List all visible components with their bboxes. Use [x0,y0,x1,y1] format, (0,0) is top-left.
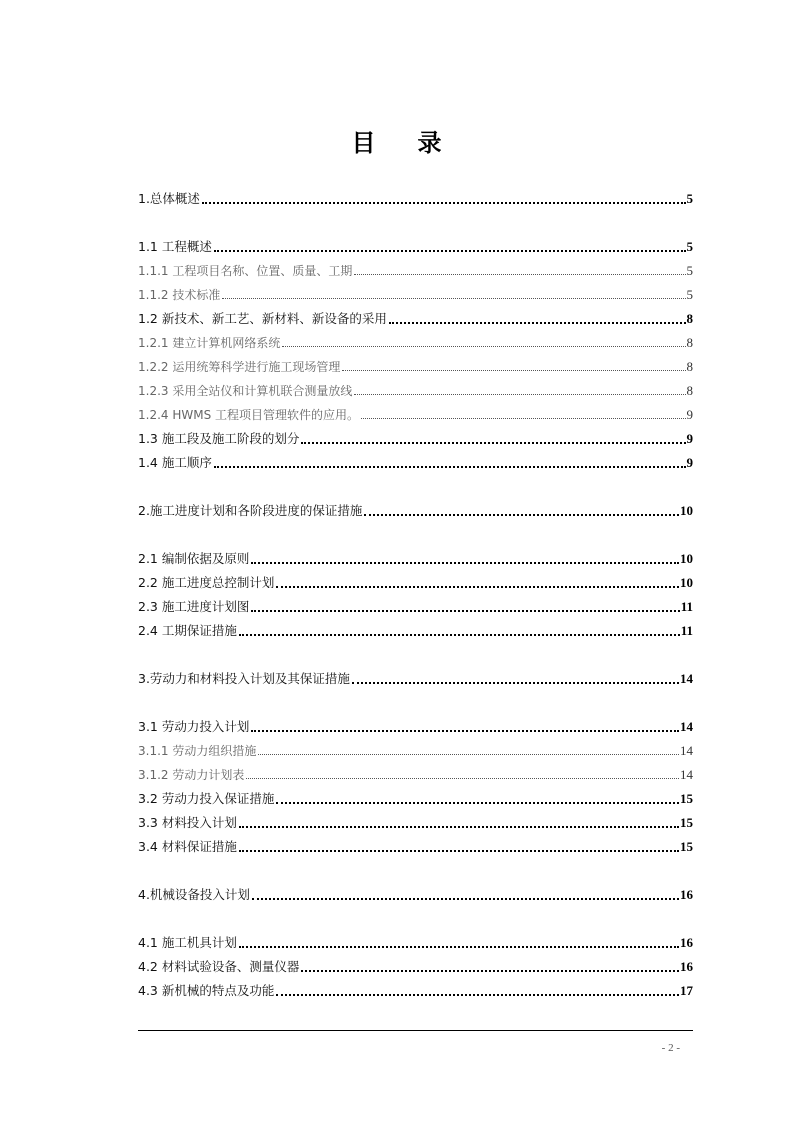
dot-leader [239,623,680,639]
toc-entry-page-number: 15 [680,839,693,854]
toc-entry-label: 2.2 施工进度总控制计划 [138,575,275,590]
toc-entry[interactable] [138,883,693,903]
toc-entry[interactable] [138,763,693,783]
dot-leader [251,599,679,615]
toc-entry[interactable] [138,259,693,279]
toc-entry[interactable] [138,811,693,831]
dot-leader [352,671,679,687]
toc-entry-page-number: 9 [686,407,693,422]
toc-entry-page-number: 10 [680,503,693,518]
toc-entry-page-number: 10 [680,575,693,590]
toc-entry-page-number: 5 [686,287,693,302]
dot-leader [258,743,679,759]
dot-leader [202,191,686,207]
toc-entry-page-number: 17 [680,983,693,998]
toc-entry-label: 3.3 材料投入计划 [138,815,237,830]
toc-entry-page-number: 9 [686,431,693,446]
toc-entry-page-number: 9 [686,455,693,470]
dot-leader [354,383,685,399]
toc-entry[interactable] [138,979,693,999]
toc-entry-label: 1.1.2 技术标准 [138,288,221,302]
dot-leader [252,887,679,903]
toc-entry[interactable] [138,667,693,687]
toc-entry-page-number: 5 [686,263,693,278]
toc-entry-label: 3.1.1 劳动力组织措施 [138,744,257,758]
toc-entry[interactable] [138,715,693,735]
toc-entry-label: 1.2.3 采用全站仪和计算机联合测量放线 [138,384,353,398]
toc-entry[interactable] [138,235,693,255]
footer-divider [138,1030,693,1031]
dot-leader [301,431,685,447]
dot-leader [246,767,679,783]
toc-entry[interactable] [138,955,693,975]
toc-entry-page-number: 14 [680,671,693,686]
toc-entry-label: 3.1 劳动力投入计划 [138,719,250,734]
dot-leader [354,263,685,279]
toc-entry-page-number: 8 [686,383,693,398]
dot-leader [239,935,679,951]
toc-entry[interactable] [138,619,693,639]
toc-entry[interactable] [138,403,693,423]
toc-entry-page-number: 11 [680,623,693,638]
toc-entry-label: 2.3 施工进度计划图 [138,599,250,614]
toc-entry[interactable] [138,739,693,759]
toc-entry-label: 1.2 新技术、新工艺、新材料、新设备的采用 [138,311,387,326]
toc-entry[interactable] [138,547,693,567]
toc-entry-page-number: 10 [680,551,693,566]
dot-leader [301,959,679,975]
toc-entry-label: 3.1.2 劳动力计划表 [138,768,245,782]
toc-entry-label: 1.总体概述 [138,191,200,206]
toc-entry[interactable] [138,595,693,615]
dot-leader [239,839,679,855]
toc-entry-label: 4.1 施工机具计划 [138,935,237,950]
toc-entry[interactable] [138,355,693,375]
toc-entry[interactable] [138,427,693,447]
toc-entry-page-number: 14 [680,767,693,782]
toc-entry[interactable] [138,331,693,351]
toc-entry-page-number: 11 [680,599,693,614]
toc-entry-label: 3.劳动力和材料投入计划及其保证措施 [138,671,350,686]
toc-entry-label: 2.施工进度计划和各阶段进度的保证措施 [138,503,363,518]
toc-title: 目录 [351,129,484,157]
toc-entry-label: 1.2.4 HWMS 工程项目管理软件的应用。 [138,408,360,422]
toc-entry-label: 1.2.1 建立计算机网络系统 [138,336,281,350]
toc-entry-label: 1.4 施工顺序 [138,455,212,470]
toc-entry-label: 3.4 材料保证措施 [138,839,237,854]
toc-entry[interactable] [138,931,693,951]
toc-entry-page-number: 14 [680,743,693,758]
dot-leader [276,983,679,999]
toc-entry-page-number: 5 [686,191,693,206]
toc-entry-label: 3.2 劳动力投入保证措施 [138,791,275,806]
dot-leader [214,239,686,255]
toc-entry-label: 1.1.1 工程项目名称、位置、质量、工期 [138,264,353,278]
toc-entry[interactable] [138,307,693,327]
toc-entry-page-number: 15 [680,791,693,806]
toc-entry-page-number: 16 [680,959,693,974]
toc-entry[interactable] [138,283,693,303]
toc-entry-page-number: 8 [686,359,693,374]
dot-leader [222,287,685,303]
toc-entry-label: 4.3 新机械的特点及功能 [138,983,275,998]
toc-entry-page-number: 16 [680,887,693,902]
dot-leader [342,359,685,375]
toc-entry-label: 2.4 工期保证措施 [138,623,237,638]
dot-leader [251,551,679,567]
toc-entry[interactable] [138,499,693,519]
page-number: - 2 - [661,1042,680,1054]
dot-leader [239,815,679,831]
toc-entry-label: 4.2 材料试验设备、测量仪器 [138,959,300,974]
toc-entry-page-number: 16 [680,935,693,950]
toc-entry[interactable] [138,787,693,807]
dot-leader [276,791,679,807]
toc-entry[interactable] [138,451,693,471]
toc-entry-page-number: 8 [686,335,693,350]
toc-entry[interactable] [138,379,693,399]
dot-leader [276,575,679,591]
dot-leader [361,407,685,423]
toc-entry-label: 1.3 施工段及施工阶段的划分 [138,431,300,446]
dot-leader [389,311,686,327]
dot-leader [282,335,685,351]
toc-entry-label: 1.1 工程概述 [138,239,212,254]
toc-entry-label: 2.1 编制依据及原则 [138,551,250,566]
toc-entry-page-number: 8 [686,311,693,326]
dot-leader [214,455,686,471]
toc-entry[interactable] [138,187,693,207]
toc-entry-page-number: 14 [680,719,693,734]
toc-entry[interactable] [138,835,693,855]
toc-entry-label: 1.2.2 运用统筹科学进行施工现场管理 [138,360,341,374]
toc-entry[interactable] [138,571,693,591]
dot-leader [364,503,679,519]
toc-entry-page-number: 5 [686,239,693,254]
toc-entry-label: 4.机械设备投入计划 [138,887,250,902]
toc-entry-page-number: 15 [680,815,693,830]
dot-leader [251,719,679,735]
